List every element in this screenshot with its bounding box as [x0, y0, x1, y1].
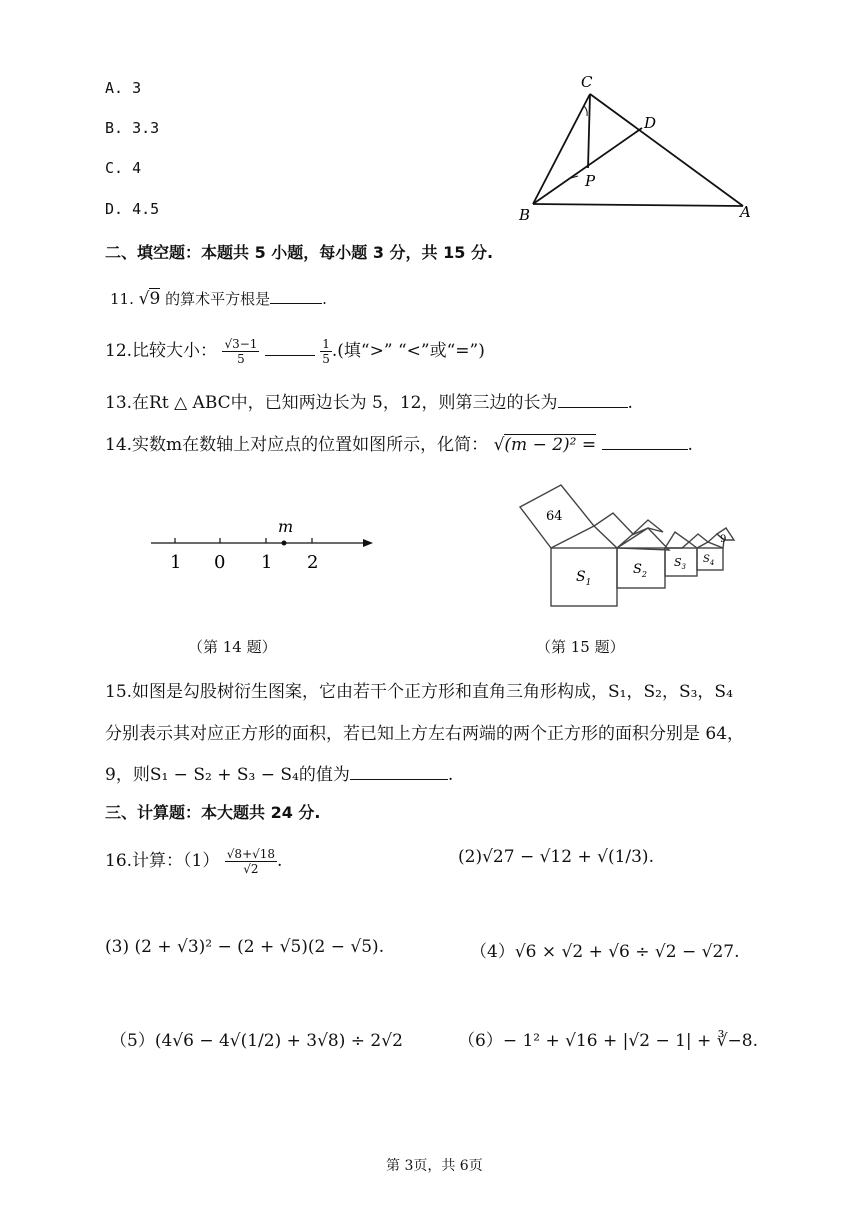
option-a: A. 3 — [105, 79, 142, 97]
page-footer: 第 3页，共 6页 — [386, 1158, 483, 1174]
label-d: D — [644, 114, 657, 132]
label-s3: $S_3$ — [674, 556, 687, 571]
question-16-part3: (3) (2 + √3)² − (2 + √5)(2 − √5). — [105, 937, 385, 957]
option-d: D. 4.5 — [105, 200, 160, 218]
label-m: m — [278, 517, 294, 536]
question-16-part2: (2)√27 − √12 + √(1/3). — [458, 847, 654, 867]
question-13: 13.在Rt △ ABC中，已知两边长为 5，12，则第三边的长为 . — [105, 393, 633, 413]
fraction-part1: $\frac{√8+√18}{√2}$ — [226, 847, 276, 876]
question-15-line2: 分别表示其对应正方形的面积，若已知上方左右两端的两个正方形的面积分别是 64， — [105, 724, 745, 744]
fraction-right: $\frac{1}{5}$ — [322, 337, 330, 366]
answer-blank-15[interactable] — [350, 763, 448, 780]
sqrt-9: √9 — [138, 289, 161, 309]
label-64: 64 — [546, 509, 563, 524]
question-12: 12.比较大小： $\frac{√3-1}{5}$ $\frac{1}{5}$ .(填“>” “<”或“=”) — [105, 337, 485, 366]
tick-label-4: 2 — [307, 552, 319, 573]
caption-fig15: （第 15 题） — [536, 638, 625, 656]
question-15-line3: 9，则S₁ − S₂ + S₃ − S₄的值为 . — [105, 765, 454, 785]
tick-label-2: 0 — [214, 552, 226, 573]
label-c: C — [581, 73, 593, 91]
sqrt-expression: √(m − 2)² = — [493, 435, 597, 455]
answer-blank-14[interactable] — [602, 433, 688, 450]
label-s4: $S_4$ — [703, 554, 715, 567]
answer-blank-13[interactable] — [558, 391, 628, 408]
question-11: 11. √9 的算术平方根是 . — [110, 289, 327, 309]
label-s1: $S_1$ — [576, 569, 592, 588]
label-s2: $S_2$ — [633, 562, 647, 579]
tick-label-3: 1 — [261, 552, 273, 573]
fraction-left: $\frac{√3-1}{5}$ — [224, 337, 258, 366]
section2-title: 二、填空题：本题共 5 小题，每小题 3 分，共 15 分. — [105, 243, 494, 262]
label-a: A — [740, 203, 751, 221]
label-b: B — [519, 206, 531, 224]
tick-label-1: 1 — [170, 552, 182, 573]
answer-blank-11[interactable] — [270, 287, 322, 304]
label-9: 9 — [720, 534, 727, 545]
option-b: B. 3.3 — [105, 119, 160, 137]
question-16-part5: （5）(4√6 − 4√(1/2) + 3√8) ÷ 2√2 — [110, 1031, 403, 1051]
question-16-part6: （6）− 1² + √16 + |√2 − 1| + ∛−8. — [458, 1031, 758, 1051]
segment-cp — [588, 94, 590, 168]
question-16-part1: 16.计算：（1） $\frac{√8+√18}{√2}$ . — [105, 847, 283, 876]
section3-title: 三、计算题：本大题共 24 分. — [105, 803, 321, 822]
question-16-part4: （4）√6 × √2 + √6 ÷ √2 − √27. — [470, 942, 740, 962]
number-line-figure — [145, 510, 385, 580]
side-ca — [590, 94, 743, 206]
label-p: P — [585, 172, 596, 190]
pythagoras-tree-figure — [512, 480, 747, 612]
answer-blank-12[interactable] — [265, 339, 315, 356]
caption-fig14: （第 14 题） — [188, 638, 277, 656]
side-cb — [533, 94, 590, 204]
question-14: 14.实数m在数轴上对应点的位置如图所示，化简： √(m − 2)² = . — [105, 435, 693, 455]
triangle-figure — [505, 70, 775, 230]
point-m — [282, 541, 287, 546]
question-15-line1: 15.如图是勾股树衍生图案，它由若干个正方形和直角三角形构成，S₁，S₂，S₃，S₄ — [105, 682, 733, 702]
option-c: C. 4 — [105, 159, 142, 177]
side-ba — [533, 204, 743, 206]
